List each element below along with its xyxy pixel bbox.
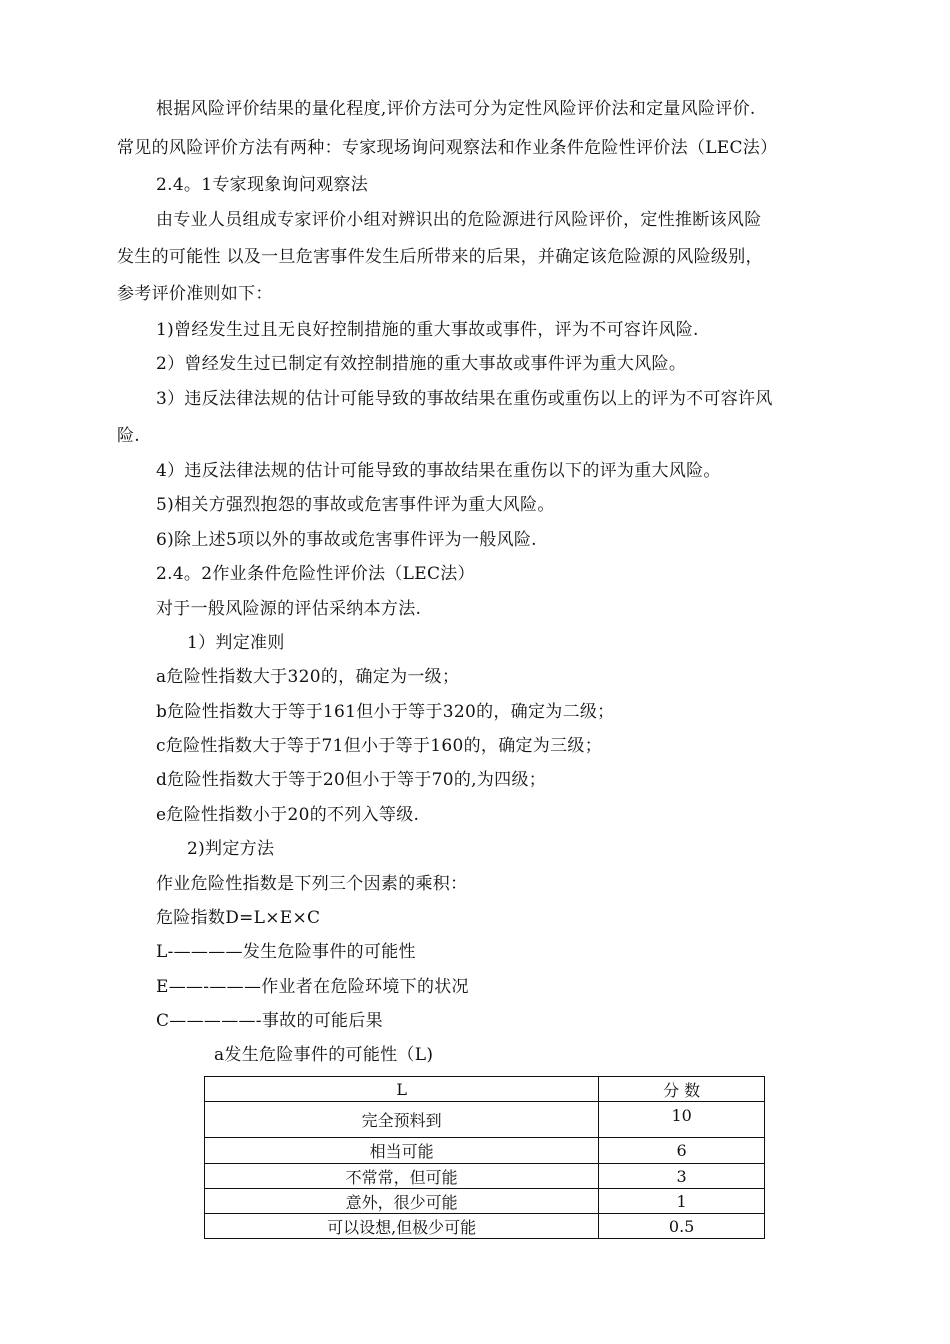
paragraph-line: 由专业人员组成专家评价小组对辨识出的危险源进行风险评价，定性推断该风险 [156, 210, 762, 230]
table-cell: 意外，很少可能 [205, 1189, 599, 1214]
section-heading: 2.4。1专家现象询问观察法 [156, 175, 369, 195]
criteria-item-continued: 险. [117, 426, 141, 446]
table-cell: 1 [599, 1189, 765, 1214]
table-cell: 相当可能 [205, 1138, 599, 1164]
table-cell: 可以设想,但极少可能 [205, 1214, 599, 1239]
formula-line: 危险指数D=L×E×C [156, 908, 321, 928]
definition-line: L-————发生危险事件的可能性 [156, 942, 416, 962]
table-row [205, 1102, 765, 1138]
paragraph-line: 发生的可能性 以及一旦危害事件发生后所带来的后果，并确定该危险源的风险级别， [117, 247, 763, 267]
definition-line: C—————-事故的可能后果 [156, 1011, 383, 1031]
criteria-item: 5)相关方强烈抱怨的事故或危害事件评为重大风险。 [156, 495, 555, 515]
section-heading: 2.4。2作业条件危险性评价法（LEC法） [156, 564, 475, 584]
table-row [205, 1138, 765, 1164]
table-cell: 6 [599, 1138, 765, 1164]
table-row [205, 1214, 765, 1239]
definition-line: E——-———作业者在危险环境下的状况 [156, 977, 469, 997]
subsection-heading: 2)判定方法 [187, 839, 275, 859]
table-cell: 完全预料到 [205, 1102, 599, 1138]
table-cell: 0.5 [599, 1214, 765, 1239]
table-header-cell: 分 数 [599, 1077, 765, 1102]
criteria-item: 2）曾经发生过已制定有效控制措施的重大事故或事件评为重大风险。 [156, 354, 687, 374]
grade-item: d危险性指数大于等于20但小于等于70的,为四级； [156, 770, 547, 790]
paragraph-line: 对于一般风险源的评估采纳本方法. [156, 599, 422, 619]
paragraph-line: 根据风险评价结果的量化程度,评价方法可分为定性风险评价法和定量风险评价. [156, 99, 756, 119]
paragraph-line: 参考评价准则如下： [117, 284, 273, 304]
criteria-item: 1)曾经发生过且无良好控制措施的重大事故或事件，评为不可容许风险. [156, 320, 699, 340]
table-row [205, 1164, 765, 1189]
table-header-cell: L [205, 1077, 599, 1102]
table-header-row [205, 1077, 765, 1102]
paragraph-line: 作业危险性指数是下列三个因素的乘积： [156, 874, 468, 894]
table-cell: 3 [599, 1164, 765, 1189]
grade-item: a危险性指数大于320的，确定为一级； [156, 667, 460, 687]
grade-item: e危险性指数小于20的不列入等级. [156, 805, 420, 825]
likelihood-table [204, 1076, 765, 1239]
criteria-item: 3）违反法律法规的估计可能导致的事故结果在重伤或重伤以上的评为不可容许风 [156, 389, 773, 409]
table-cell: 10 [599, 1102, 765, 1138]
criteria-item: 6)除上述5项以外的事故或危害事件评为一般风险. [156, 530, 537, 550]
criteria-item: 4）违反法律法规的估计可能导致的事故结果在重伤以下的评为重大风险。 [156, 461, 721, 481]
table-caption: a发生危险事件的可能性（L) [214, 1045, 434, 1065]
paragraph-line: 常见的风险评价方法有两种：专家现场询问观察法和作业条件危险性评价法（LEC法） [117, 138, 778, 158]
subsection-heading: 1）判定准则 [187, 633, 285, 653]
table-row [205, 1189, 765, 1214]
table-cell: 不常常，但可能 [205, 1164, 599, 1189]
grade-item: b危险性指数大于等于161但小于等于320的，确定为二级； [156, 702, 615, 722]
grade-item: c危险性指数大于等于71但小于等于160的，确定为三级； [156, 736, 602, 756]
